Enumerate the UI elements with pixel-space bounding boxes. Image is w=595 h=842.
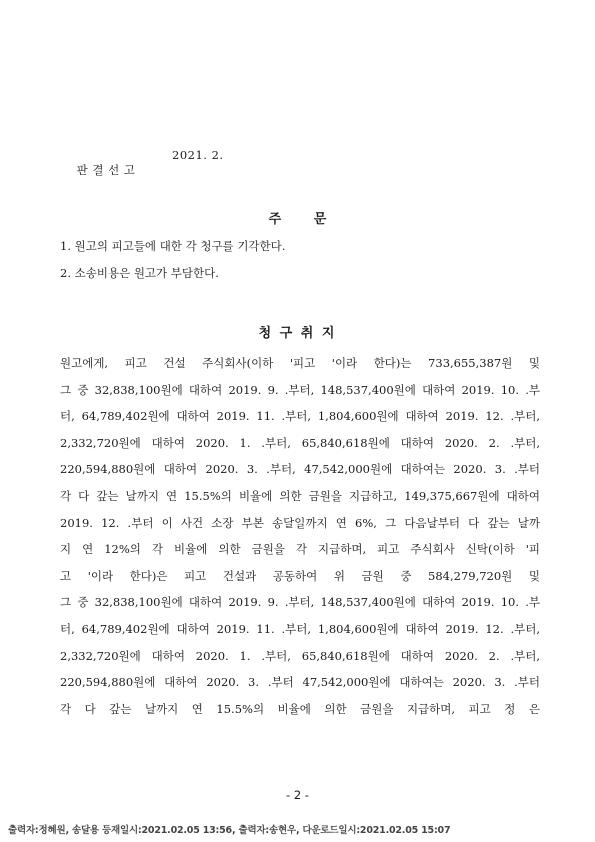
page-number: - 2 - <box>286 788 309 802</box>
claim-line: 고 '이라 한다)은 피고 건설과 공동하여 위 금원 중 584,279,720원 및 <box>60 568 540 583</box>
judgment-date-label: 판 결 선 고 <box>76 163 136 177</box>
print-info-footer: 출력자:정혜원, 송달용 등재일시:2021.02.05 13:56, 출력자:송현우, 다운로드일시:2021.02.05 15:07 <box>8 825 451 836</box>
claim-heading: 청 구 취 지 <box>258 326 337 341</box>
claim-line: 그 중 32,838,100원에 대하여 2019. 9. .부터, 148,537,400원에 대하여 2019. 10. .부 <box>60 595 540 610</box>
claim-line: 2,332,720원에 대하여 2020. 1. .부터, 65,840,618원에 대하여 2020. 2. .부터, <box>60 435 540 450</box>
claim-line: 각 다 갚는 날까지 연 15.5%의 비율에 의한 금원을 지급하고, 149,375,667원에 대하여 <box>60 488 540 503</box>
claim-line: 2019. 12. .부터 이 사건 소장 부본 송달일까지 연 6%, 그 다음날부터 다 갚는 날까 <box>60 515 540 530</box>
main-order-item-2: 2. 소송비용은 원고가 부담한다. <box>60 266 219 280</box>
claim-line: 220,594,880원에 대하여 2020. 3. .부터 47,542,000원에 대하여는 2020. 3. .부터 <box>60 675 540 690</box>
claim-line: 터, 64,789,402원에 대하여 2019. 11. .부터, 1,804,600원에 대하여 2019. 12. .부터, <box>60 621 540 636</box>
claim-line: 지 연 12%의 각 비율에 의한 금원을 각 지급하며, 피고 주식회사 신탁(이하 '피 <box>60 542 540 557</box>
claim-line: 터, 64,789,402원에 대하여 2019. 11. .부터, 1,804,600원에 대하여 2019. 12. .부터, <box>60 409 540 424</box>
claim-body <box>60 350 540 722</box>
claim-line: 220,594,880원에 대하여 2020. 3. .부터, 47,542,000원에 대하여는 2020. 3. .부터 <box>60 462 540 477</box>
claim-line: 그 중 32,838,100원에 대하여 2019. 9. .부터, 148,537,400원에 대하여 2019. 10. .부 <box>60 382 540 397</box>
main-order-heading: 주 문 <box>268 212 327 227</box>
main-order-item-1: 1. 원고의 피고들에 대한 각 청구를 기각한다. <box>60 239 286 253</box>
claim-line: 각 다 갚는 날까지 연 15.5%의 비율에 의한 금원을 지급하며, 피고 정 은 <box>60 701 540 716</box>
judgment-date-value: 2021. 2. <box>172 148 224 162</box>
claim-line: 2,332,720원에 대하여 2020. 1. .부터, 65,840,618원에 대하여 2020. 2. .부터, <box>60 648 540 663</box>
judgment-date-line <box>60 148 224 206</box>
claim-line: 원고에게, 피고 건설 주식회사(이하 '피고 '이라 한다)는 733,655,387원 및 <box>60 356 540 370</box>
